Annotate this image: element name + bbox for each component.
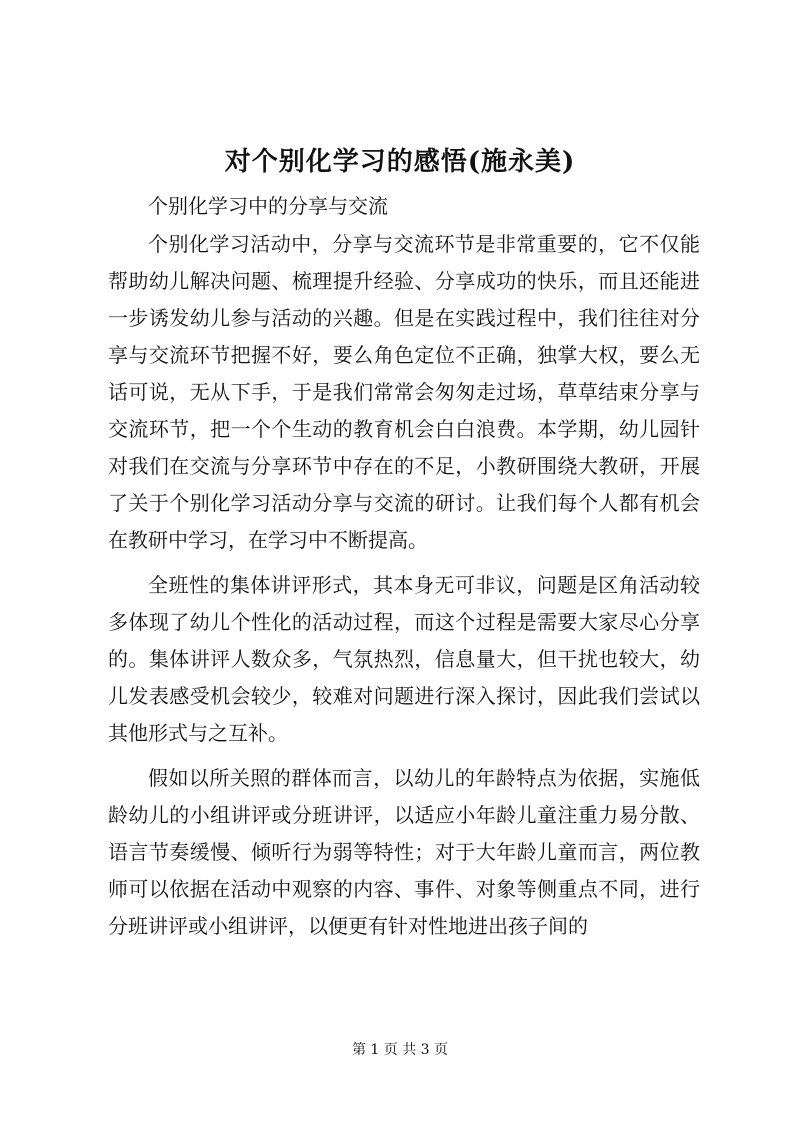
body-text [108, 226, 700, 953]
page-footer: 第 1 页 共 3 页 [351, 1042, 449, 1058]
paragraph-1: 个别化学习活动中，分享与交流环节是非常重要的，它不仅能帮助幼儿解决问题、梳理提升经验、分享成功的快乐，而且还能进一步诱发幼儿参与活动的兴趣。但是在实践过程中，我们往往对分享与交流环节把握不好，要么角色定位不正确，独掌大权，要么无话可说，无从下手，于是我们常常会匆匆走过场，草草结束分享与交流环节，把一个个生动的教育机会白白浪费。本学期，幼儿园针对我们在交流与分享环节中存在的不足，小教研围绕大教研，开展了关于个别化学习活动分享与交流的研讨。让我们每个人都有机会在教研中学习，在学习中不断提高。 [108, 232, 700, 552]
section-subtitle: 个别化学习中的分享与交流 [148, 194, 388, 218]
paragraph-3: 假如以所关照的群体而言，以幼儿的年龄特点为依据，实施低龄幼儿的小组讲评或分班讲评，以适应小年龄儿童注重力易分散、语言节奏缓慢、倾听行为弱等特性；对于大年龄儿童而言，两位教师可以依据在活动中观察的内容、事件、对象等侧重点不同，进行分班讲评或小组讲评，以便更有针对性地进出孩子间的 [108, 766, 700, 938]
page-title: 对个别化学习的感悟(施永美) [224, 147, 576, 177]
paragraph-2: 全班性的集体讲评形式，其本身无可非议，问题是区角活动较多体现了幼儿个性化的活动过程，而这个过程是需要大家尽心分享的。集体讲评人数众多，气氛热烈，信息量大，但干扰也较大，幼儿发表感受机会较少，较难对问题进行深入探讨，因此我们尝试以其他形式与之互补。 [108, 573, 700, 745]
